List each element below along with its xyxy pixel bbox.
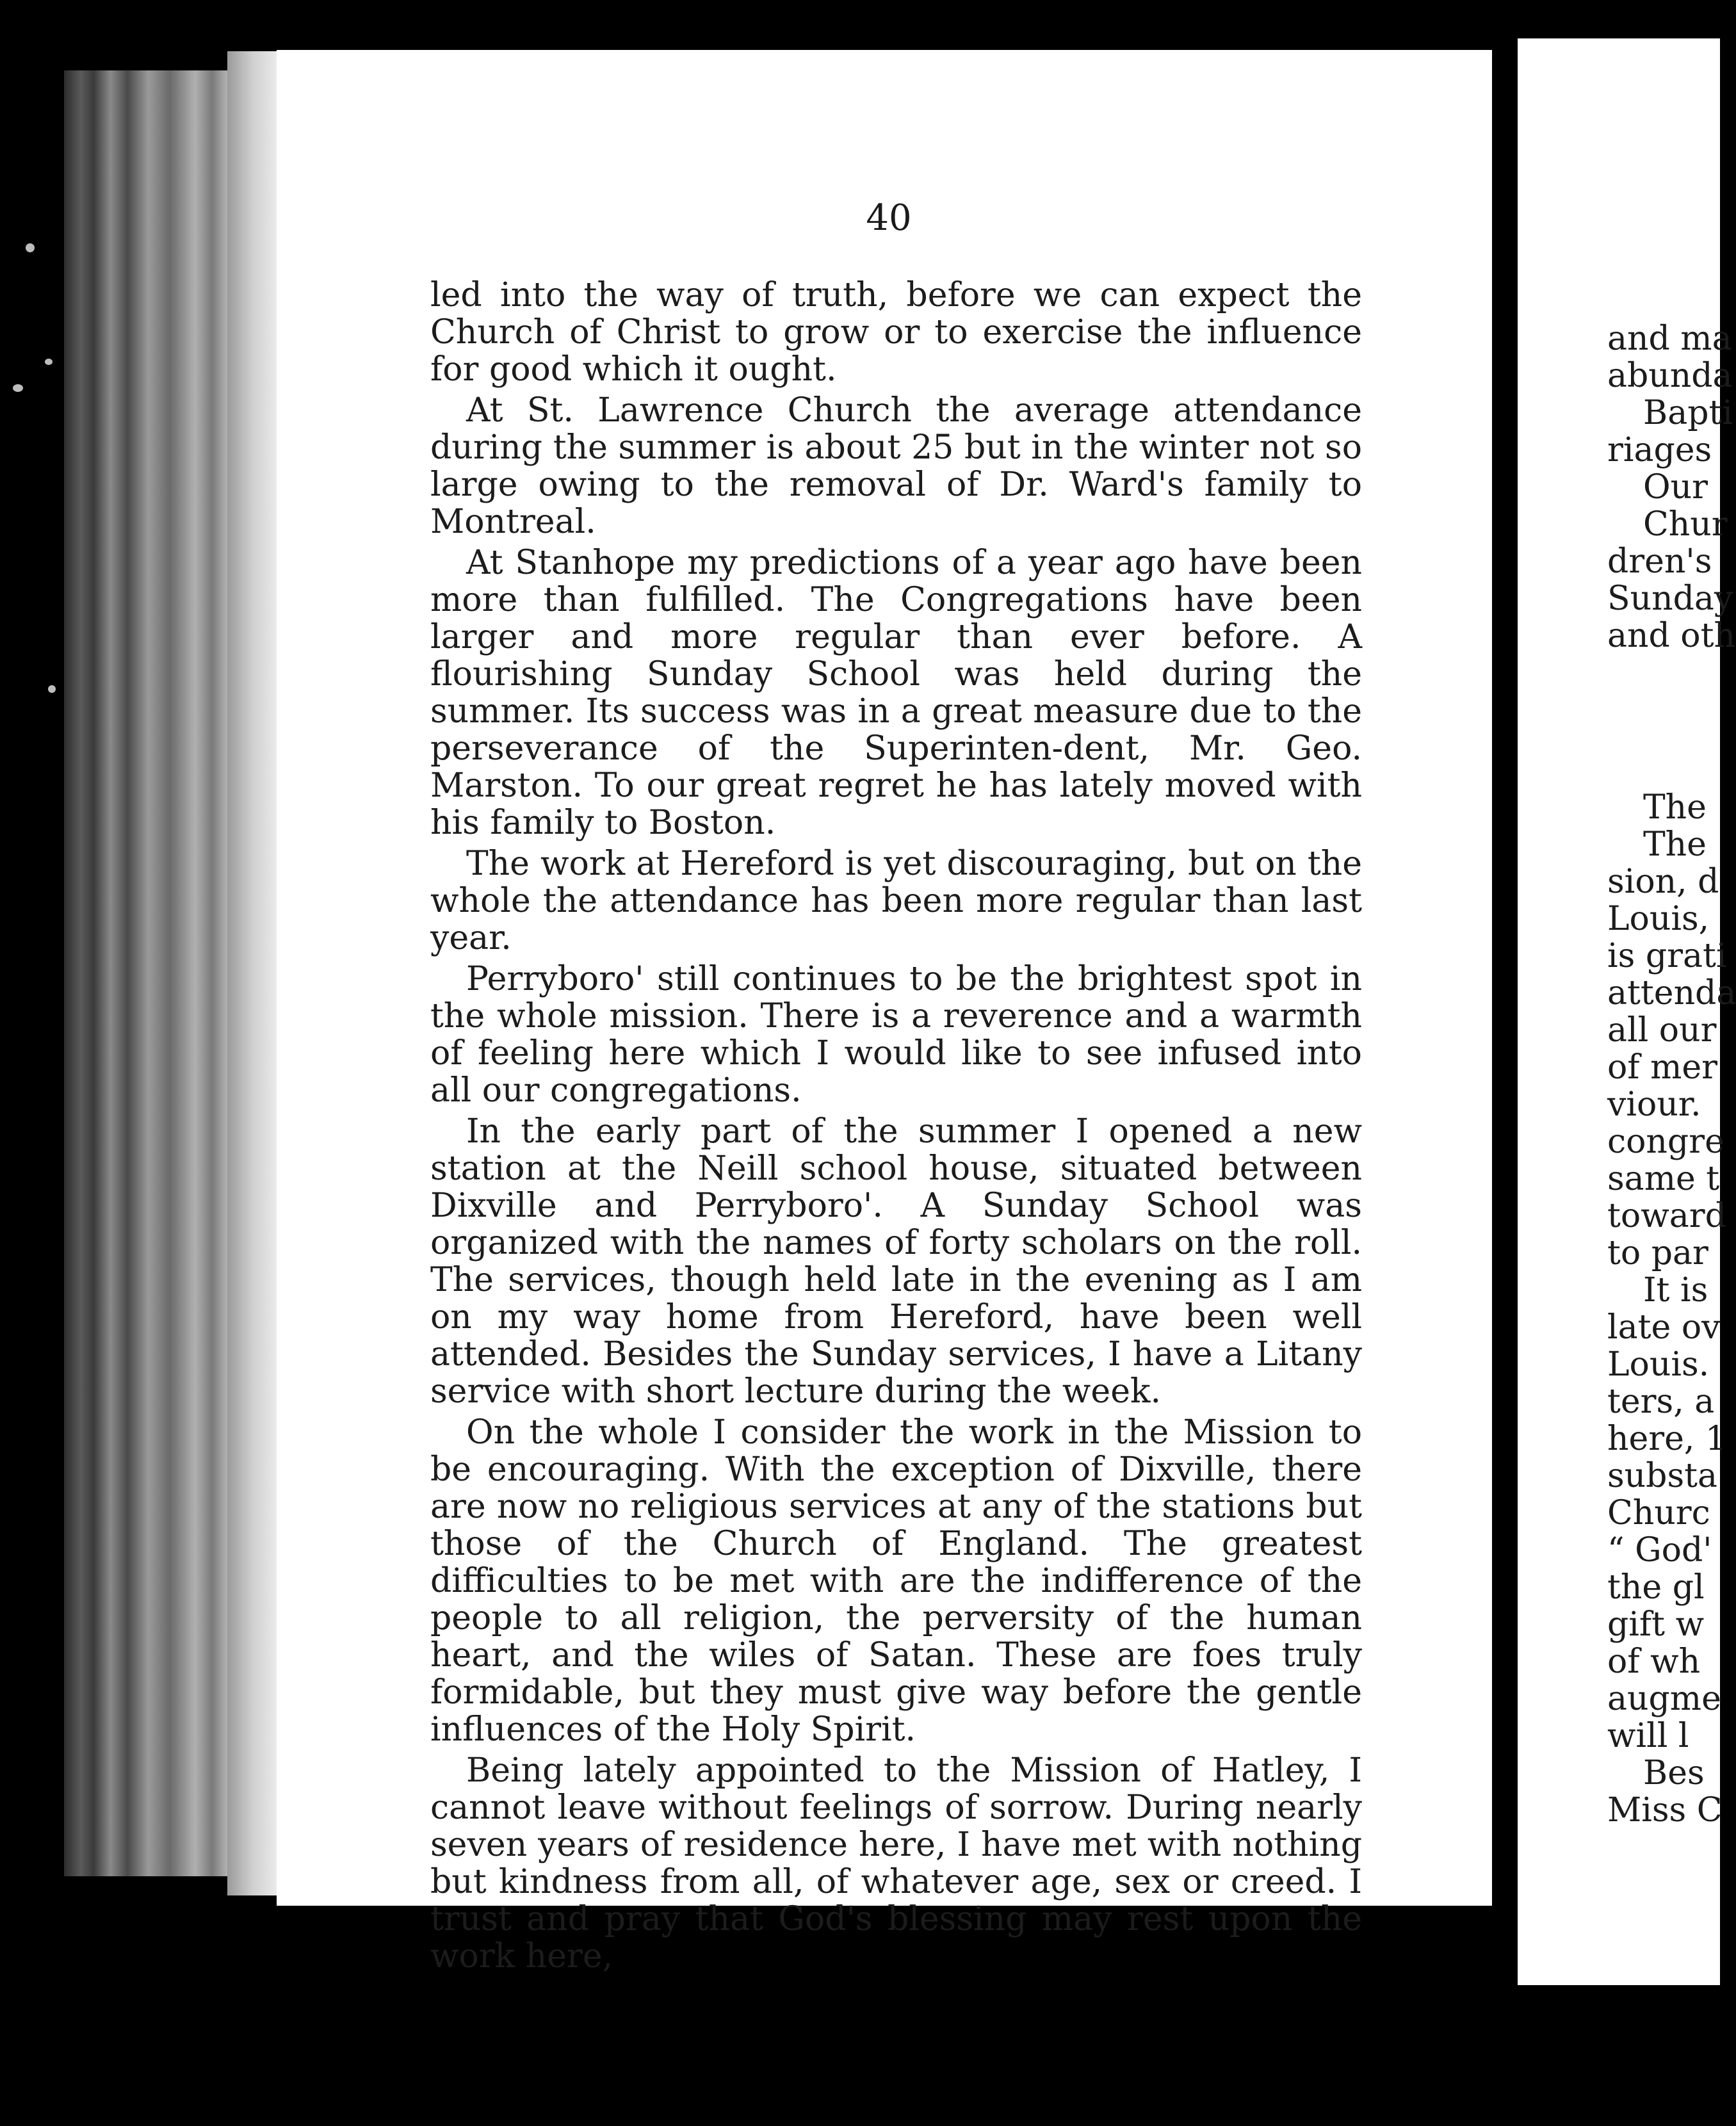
paragraph: At Stanhope my predictions of a year ago have been more than fulfilled. The Congregations have been larger and more regular than ever before. A flourishing Sunday School was held during the summer. Its success was in a great measure due to the perseverance of the Superinten-dent, Mr. Geo. Marston. To our great regret he has lately moved with his family to Boston.: [430, 544, 1362, 842]
adjacent-line: ters, a: [1607, 1383, 1715, 1421]
adjacent-line: Louis,: [1607, 900, 1710, 938]
adjacent-line: the gl: [1607, 1568, 1705, 1607]
adjacent-line: sion, d: [1607, 863, 1719, 901]
book-page-edges-inner: [227, 51, 279, 1895]
scan-speck: [45, 359, 53, 365]
body-text: [430, 277, 1362, 1979]
adjacent-line: dren's: [1607, 542, 1712, 581]
adjacent-line: of wh: [1607, 1643, 1701, 1681]
adjacent-line: is grati: [1607, 937, 1727, 975]
adjacent-line: “ God': [1607, 1531, 1712, 1570]
adjacent-line: abunda: [1607, 357, 1733, 395]
adjacent-line: congre: [1607, 1123, 1724, 1161]
adjacent-line: substa: [1607, 1457, 1718, 1495]
adjacent-line: will l: [1607, 1717, 1689, 1755]
adjacent-line: Churc: [1607, 1494, 1710, 1532]
paragraph: Perryboro' still continues to be the brightest spot in the whole mission. There is a reverence and a warmth of feeling here which I would like to see infused into all our congregations.: [430, 960, 1362, 1110]
adjacent-line: Bapti: [1643, 394, 1733, 432]
adjacent-line: Our: [1643, 468, 1708, 507]
adjacent-page: [1518, 38, 1736, 1985]
adjacent-line: Bes: [1643, 1754, 1705, 1792]
adjacent-line: late ov: [1607, 1308, 1721, 1347]
adjacent-line: Louis.: [1607, 1345, 1710, 1384]
adjacent-line: viour.: [1607, 1085, 1701, 1124]
adjacent-line: augme: [1607, 1680, 1721, 1718]
adjacent-line: here, 1: [1607, 1420, 1727, 1458]
adjacent-line: riages: [1607, 431, 1712, 469]
paragraph: led into the way of truth, before we can expect the Church of Christ to grow or to exercise the influence for good which it ought.: [430, 276, 1362, 389]
adjacent-line: to par: [1607, 1234, 1708, 1272]
adjacent-line: and ma: [1607, 320, 1732, 358]
adjacent-line: all our: [1607, 1011, 1717, 1050]
adjacent-line: same t: [1607, 1160, 1720, 1198]
paragraph: In the early part of the summer I opened a new station at the Neill school house, situated between Dixville and Perryboro'. A Sunday School was organized with the names of forty scholars on the roll. The services, though held late in the evening as I am on my way home from Hereford, have been well attended. Besides the Sunday services, I have a Litany service with short lecture during the week.: [430, 1112, 1362, 1411]
page-gutter: [1492, 38, 1518, 1972]
adjacent-line: and oth: [1607, 617, 1736, 655]
scan-speck: [48, 685, 56, 693]
scan-speck: [26, 243, 35, 252]
adjacent-line: Sunday: [1607, 580, 1733, 618]
paragraph: At St. Lawrence Church the average attendance during the summer is about 25 but in the winter not so large owing to the removal of Dr. Ward's family to Montreal.: [430, 391, 1362, 541]
document-page: [277, 50, 1501, 1976]
scan-speck: [13, 384, 23, 392]
adjacent-line: toward: [1607, 1197, 1726, 1235]
spacer: [1607, 654, 1736, 789]
adjacent-line: gift w: [1607, 1605, 1705, 1644]
paragraph: Being lately appointed to the Mission of Hatley, I cannot leave without feelings of sorrow. During nearly seven years of residence here, I have met with nothing but kindness from all, of whatever age, sex or creed. I trust and pray that God's blessing may rest upon the work here,: [430, 1751, 1362, 1976]
paragraph: On the whole I consider the work in the Mission to be encouraging. With the exception of Dixville, there are now no religious services at any of the stations but those of the Church of England. The greatest difficulties to be met with are the indifference of the people to all religion, the perversity of the human heart, and the wiles of Satan. These are foes truly formidable, but they must give way before the gentle influences of the Holy Spirit.: [430, 1413, 1362, 1749]
adjacent-line: Chur: [1643, 505, 1728, 544]
adjacent-line: It is: [1643, 1271, 1708, 1310]
adjacent-line: attenda: [1607, 974, 1736, 1012]
paragraph: The work at Hereford is yet discouraging, but on the whole the attendance has been more regular than last year.: [430, 845, 1362, 957]
adjacent-line: The: [1643, 825, 1707, 864]
adjacent-line: of mer: [1607, 1048, 1718, 1087]
adjacent-line: Miss C: [1607, 1791, 1723, 1830]
adjacent-line: The: [1643, 788, 1707, 827]
page-number: 40: [866, 197, 912, 239]
adjacent-page-text: [1607, 320, 1736, 1829]
